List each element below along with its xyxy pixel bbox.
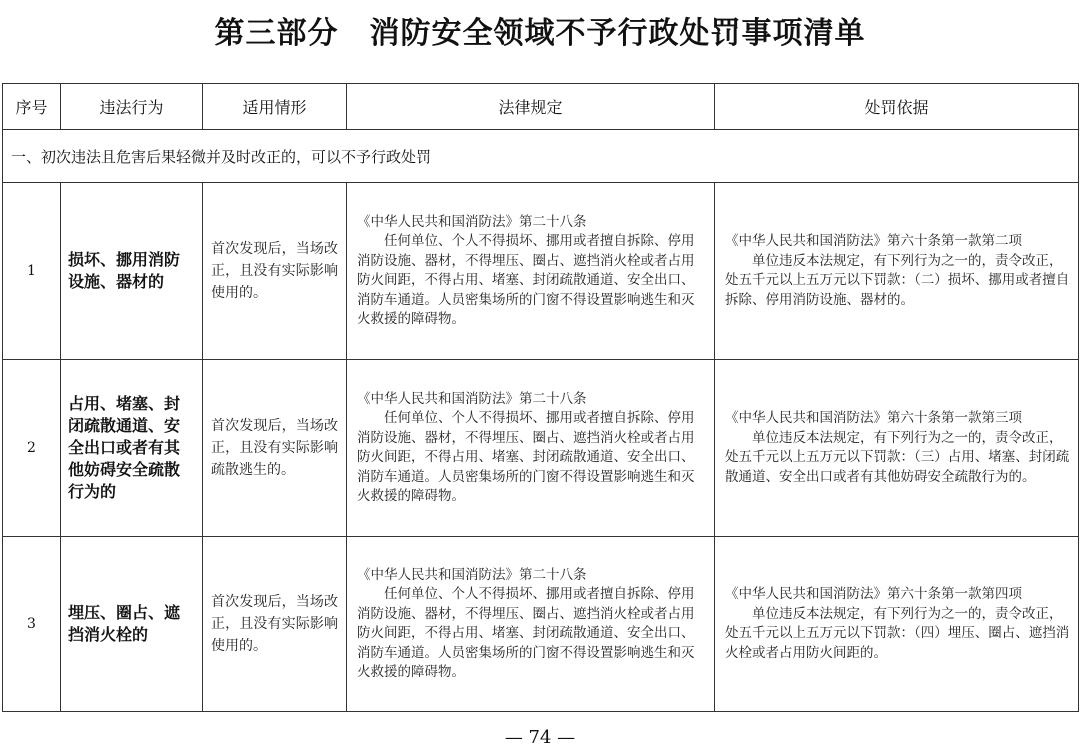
legal-provision [347, 183, 715, 360]
basis-title: 《中华人民共和国消防法》第六十条第一款第三项 [725, 410, 1022, 426]
table-row [3, 360, 1079, 537]
law-body: 任何单位、个人不得损坏、挪用或者擅自拆除、停用消防设施、器材，不得埋压、圈占、遮挡消火栓或者占用防火间距，不得占用、堵塞、封闭疏散通道、安全出口、消防车通道。人员密集场所的门窗不得设置影响逃生和灭火救援的障碍物。 [357, 586, 695, 680]
basis-title: 《中华人民共和国消防法》第六十条第一款第四项 [725, 586, 1022, 602]
header-act: 违法行为 [61, 84, 203, 130]
row-number: 2 [3, 360, 61, 537]
table-header-row [3, 84, 1079, 130]
row-number: 1 [3, 183, 61, 360]
penalty-basis [715, 537, 1079, 712]
basis-body: 单位违反本法规定，有下列行为之一的，责令改正，处五千元以上五万元以下罚款：（二）损坏、挪用或者擅自拆除、停用消防设施、器材的。 [725, 252, 1070, 308]
penalty-basis [715, 360, 1079, 537]
violation-act: 占用、堵塞、封闭疏散通道、安全出口或者有其他妨碍安全疏散行为的 [61, 360, 203, 537]
violation-act: 损坏、挪用消防设施、器材的 [61, 183, 203, 360]
basis-body: 单位违反本法规定，有下列行为之一的，责令改正，处五千元以上五万元以下罚款：（四）埋压、圈占、遮挡消火栓或者占用防火间距的。 [725, 605, 1070, 661]
header-law: 法律规定 [347, 84, 715, 130]
legal-provision [347, 537, 715, 712]
applicable-condition: 首次发现后，当场改正，且没有实际影响使用的。 [203, 183, 347, 360]
page-title: 第三部分 消防安全领域不予行政处罚事项清单 [214, 16, 866, 51]
penalty-exemption-table [2, 83, 1079, 712]
law-title: 《中华人民共和国消防法》第二十八条 [357, 390, 587, 407]
section-title: 一、初次违法且危害后果轻微并及时改正的，可以不予行政处罚 [3, 130, 1079, 183]
table-row [3, 537, 1079, 712]
applicable-condition: 首次发现后，当场改正，且没有实际影响使用的。 [203, 537, 347, 712]
table-row [3, 183, 1079, 360]
penalty-basis [715, 183, 1079, 360]
row-number: 3 [3, 537, 61, 712]
law-body: 任何单位、个人不得损坏、挪用或者擅自拆除、停用消防设施、器材，不得埋压、圈占、遮挡消火栓或者占用防火间距，不得占用、堵塞、封闭疏散通道、安全出口、消防车通道。人员密集场所的门窗不得设置影响逃生和灭火救援的障碍物。 [357, 233, 695, 327]
law-title: 《中华人民共和国消防法》第二十八条 [357, 566, 587, 583]
page-number: — 74 — [504, 727, 576, 748]
header-basis: 处罚依据 [715, 84, 1079, 130]
section-row [3, 130, 1079, 183]
header-no: 序号 [3, 84, 61, 130]
header-cond: 适用情形 [203, 84, 347, 130]
applicable-condition: 首次发现后，当场改正，且没有实际影响疏散逃生的。 [203, 360, 347, 537]
basis-title: 《中华人民共和国消防法》第六十条第一款第二项 [725, 233, 1022, 249]
legal-provision [347, 360, 715, 537]
law-title: 《中华人民共和国消防法》第二十八条 [357, 213, 587, 230]
basis-body: 单位违反本法规定，有下列行为之一的，责令改正，处五千元以上五万元以下罚款：（三）占用、堵塞、封闭疏散通道、安全出口或者有其他妨碍安全疏散行为的。 [725, 429, 1070, 485]
violation-act: 埋压、圈占、遮挡消火栓的 [61, 537, 203, 712]
law-body: 任何单位、个人不得损坏、挪用或者擅自拆除、停用消防设施、器材，不得埋压、圈占、遮挡消火栓或者占用防火间距，不得占用、堵塞、封闭疏散通道、安全出口、消防车通道。人员密集场所的门窗不得设置影响逃生和灭火救援的障碍物。 [357, 410, 695, 504]
